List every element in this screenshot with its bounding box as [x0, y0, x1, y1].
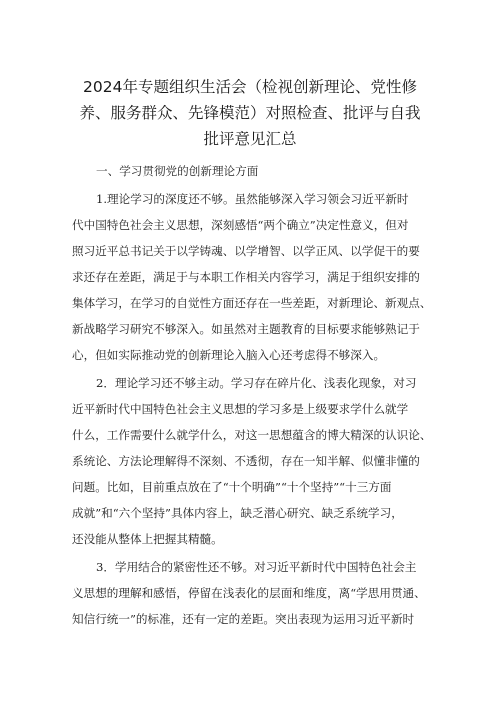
- paragraph-line: 2．理论学习还不够主动。学习存在碎片化、浅表化现象，对习: [96, 376, 417, 390]
- paragraph-line: 求还存在差距，满足于与本职工作相关内容学习，满足于组织安排的: [72, 270, 420, 284]
- paragraph-line: 义思想的理解和感悟，停留在浅表化的层面和维度，离“学思用贯通、: [72, 586, 426, 600]
- paragraph-line: 代中国特色社会主义思想，深刻感悟“两个确立”决定性意义，但对: [72, 218, 409, 232]
- paragraph-line: 知信行统一”的标准，还有一定的差距。突出表现为运用习近平新时: [72, 612, 415, 626]
- paragraph-line: 照习近平总书记关于以学铸魂、以学增智、以学正风、以学促干的要: [72, 244, 420, 258]
- document-body: [72, 158, 442, 632]
- paragraph-line: 1.理论学习的深度还不够。虽然能够深入学习领会习近平新时: [96, 192, 409, 206]
- paragraph-line: 什么，工作需要什么就学什么，对这一思想蕴含的博大精深的认识论、: [72, 428, 432, 442]
- paragraph-line: 近平新时代中国特色社会主义思想的学习多是上级要求学什么就学: [72, 402, 409, 416]
- paragraph-line: 成就”和“六个坚持”具体内容上，缺乏潜心研究、缺乏系统学习，: [72, 506, 403, 520]
- paragraph-line: 3．学用结合的紧密性还不够。对习近平新时代中国特色社会主: [96, 560, 417, 574]
- document-title: [60, 74, 440, 152]
- paragraph-line: 新战略学习研究不够深入。如虽然对主题教育的目标要求能够熟记于: [72, 322, 420, 336]
- paragraph-3: [72, 554, 442, 632]
- paragraph-line: 集体学习，在学习的自觉性方面还存在一些差距，对新理论、新观点、: [72, 296, 432, 310]
- paragraph-line: 还没能从整体上把握其精髓。: [72, 532, 223, 546]
- paragraph-1: [72, 186, 442, 368]
- paragraph-line: 心，但如实际推动党的创新理论入脑入心还考虑得不够深入。: [72, 348, 386, 362]
- paragraph-line: 系统论、方法论理解得不深刻、不透彻，存在一知半解、似懂非懂的: [72, 454, 420, 468]
- paragraph-2: [72, 370, 442, 552]
- paragraph-line: 问题。比如，目前重点放在了“十个明确”“十个坚持”“十三方面: [72, 480, 392, 494]
- section-heading: 一、学习贯彻党的创新理论方面: [96, 164, 259, 178]
- title-line-3: 批评意见汇总: [203, 130, 297, 148]
- title-line-1: 2024年专题组织生活会（检视创新理论、党性修: [83, 78, 417, 96]
- title-line-2: 养、服务群众、先锋模范）对照检查、批评与自我: [79, 104, 421, 122]
